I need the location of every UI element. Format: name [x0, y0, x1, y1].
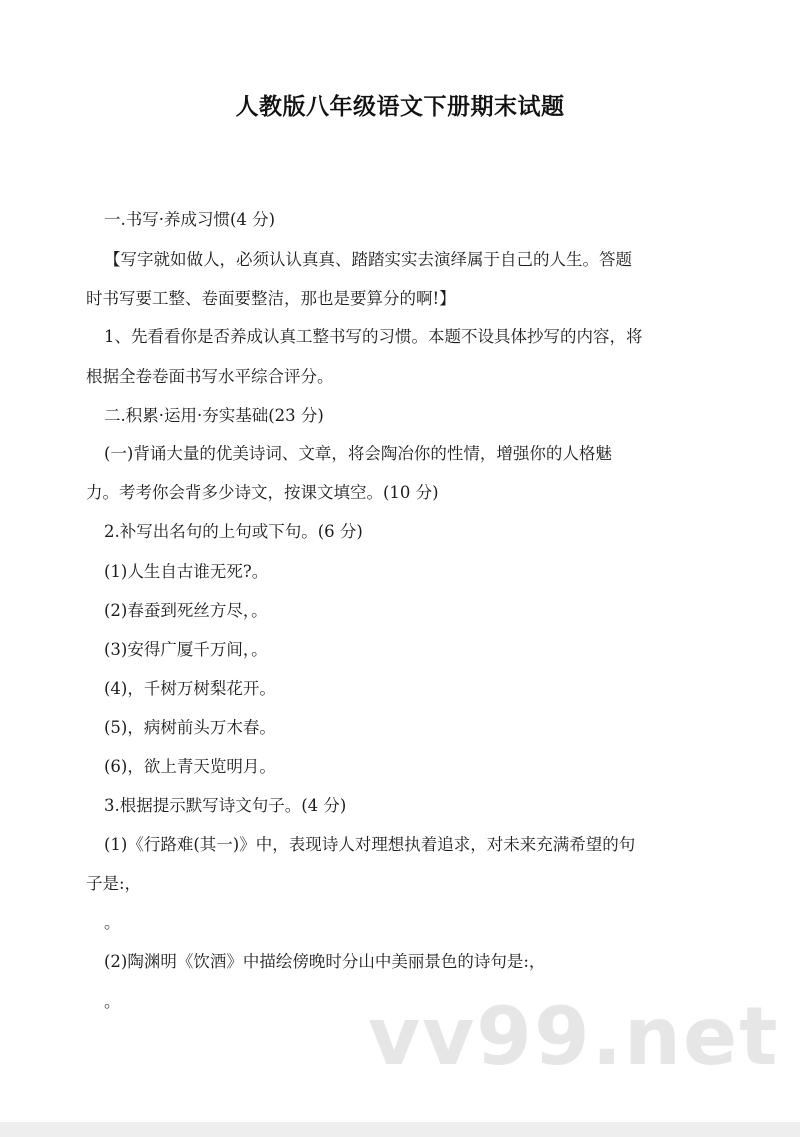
- text-line: (一)背诵大量的优美诗词、文章，将会陶冶你的性情，增强你的人格魅: [104, 444, 612, 463]
- text-line: 力。考考你会背多少诗文，按课文填空。(10 分): [86, 483, 439, 502]
- text-line: 时书写要工整、卷面要整洁，那也是要算分的啊!】: [86, 289, 456, 308]
- text-line: 根据全卷卷面书写水平综合评分。: [86, 367, 334, 386]
- section-heading: 二.积累·运用·夯实基础(23 分): [104, 406, 324, 425]
- page-bottom-edge: [0, 1122, 800, 1137]
- fill-blank-item: (6)，欲上青天览明月。: [104, 757, 276, 776]
- fill-blank-item: (4)，千树万树梨花开。: [104, 679, 276, 698]
- question-line: 1、先看看你是否养成认真工整书写的习惯。本题不设具体抄写的内容，将: [104, 327, 643, 346]
- fill-blank-item: (2)春蚕到死丝方尽，。: [104, 601, 268, 620]
- text-line: 。: [104, 992, 121, 1011]
- text-line: 子是:，: [86, 874, 142, 893]
- watermark: vv99.net: [368, 990, 780, 1083]
- question-line: 2.补写出名句的上句或下句。(6 分): [104, 522, 363, 541]
- fill-blank-item: (1)人生自古谁无死?。: [104, 562, 269, 581]
- text-line: 。: [104, 913, 121, 932]
- section-heading: 一.书写·养成习惯(4 分): [104, 210, 276, 229]
- fill-blank-item: (3)安得广厦千万间，。: [104, 640, 268, 659]
- fill-blank-item: (5)，病树前头万木春。: [104, 718, 276, 737]
- fill-blank-item: (1)《行路难(其一)》中，表现诗人对理想执着追求，对未来充满希望的句: [104, 835, 636, 854]
- document-title: 人教版八年级语文下册期末试题: [235, 94, 565, 120]
- text-line: 【写字就如做人，必须认认真真、踏踏实实去演绎属于自己的人生。答题: [104, 250, 632, 269]
- question-line: 3.根据提示默写诗文句子。(4 分): [104, 796, 347, 815]
- fill-blank-item: (2)陶渊明《饮酒》中描绘傍晚时分山中美丽景色的诗句是:，: [104, 952, 546, 971]
